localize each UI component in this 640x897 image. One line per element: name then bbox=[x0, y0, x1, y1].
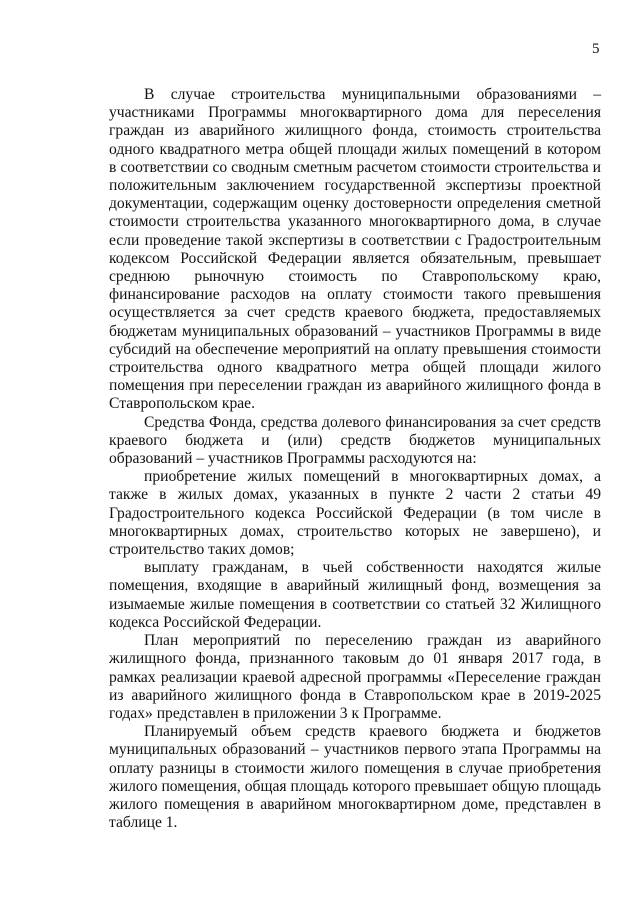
paragraph-fund-spending: Средства Фонда, средства долевого финансирования за счет средств краевого бюджета и (или) средств бюджетов муниципальных образований – участников Программы расходуются на: bbox=[109, 413, 601, 468]
paragraph-resettlement-plan: План мероприятий по переселению граждан из аварийного жилищного фонда, признанного таковым до 01 января 2017 года, в рамках реализации краевой адресной программы «Переселение граждан из аварийного жилищного фонда в Ставропольском крае в 2019-2025 годах» представлен в приложении 3 к Программе. bbox=[109, 632, 601, 722]
paragraph-compensation: выплату гражданам, в чьей собственности находятся жилые помещения, входящие в аварийный жилищный фонд, возмещения за изымаемые жилые помещения в соответствии со статьей 32 Жилищного кодекса Российской Федерации. bbox=[109, 559, 601, 631]
body-text bbox=[109, 86, 601, 832]
page-number: 5 bbox=[592, 41, 600, 57]
paragraph-purchase-housing: приобретение жилых помещений в многоквартирных домах, а также в жилых домах, указанных в пункте 2 части 2 статьи 49 Градостроительного кодекса Российской Федерации (в том числе в многоквартирных домах, строительство которых не завершено), и строительство таких домов; bbox=[109, 468, 601, 559]
paragraph-construction-cost: В случае строительства муниципальными образованиями – участниками Программы многоквартирного дома для переселения граждан из аварийного жилищного фонда, стоимость строительства одного квадратного метра общей площади жилых помещений в котором в соответствии со сводным сметным расчетом стоимости строительства и положительным заключением государственной экспертизы проектной документации, содержащим оценку достоверности определения сметной стоимости строительства указанного многоквартирного дома, в случае если проведение такой экспертизы в соответствии с Градостроительным кодексом Российской Федерации является обязательным, превышает среднюю рыночную стоимость по Ставропольскому краю, финансирование расходов на оплату стоимости такого превышения осуществляется за счет средств краевого бюджета, предоставляемых бюджетам муниципальных образований – участников Программы в виде субсидий на обеспечение мероприятий на оплату превышения стоимости строительства одного квадратного метра общей площади жилого помещения при переселении граждан из аварийного жилищного фонда в Ставропольском крае. bbox=[109, 86, 601, 413]
paragraph-budget-volume: Планируемый объем средств краевого бюджета и бюджетов муниципальных образований – участников первого этапа Программы на оплату разницы в стоимости жилого помещения в случае приобретения жилого помещения, общая площадь которого превышает общую площадь жилого помещения в аварийном многоквартирном доме, представлен в таблице 1. bbox=[109, 723, 601, 832]
